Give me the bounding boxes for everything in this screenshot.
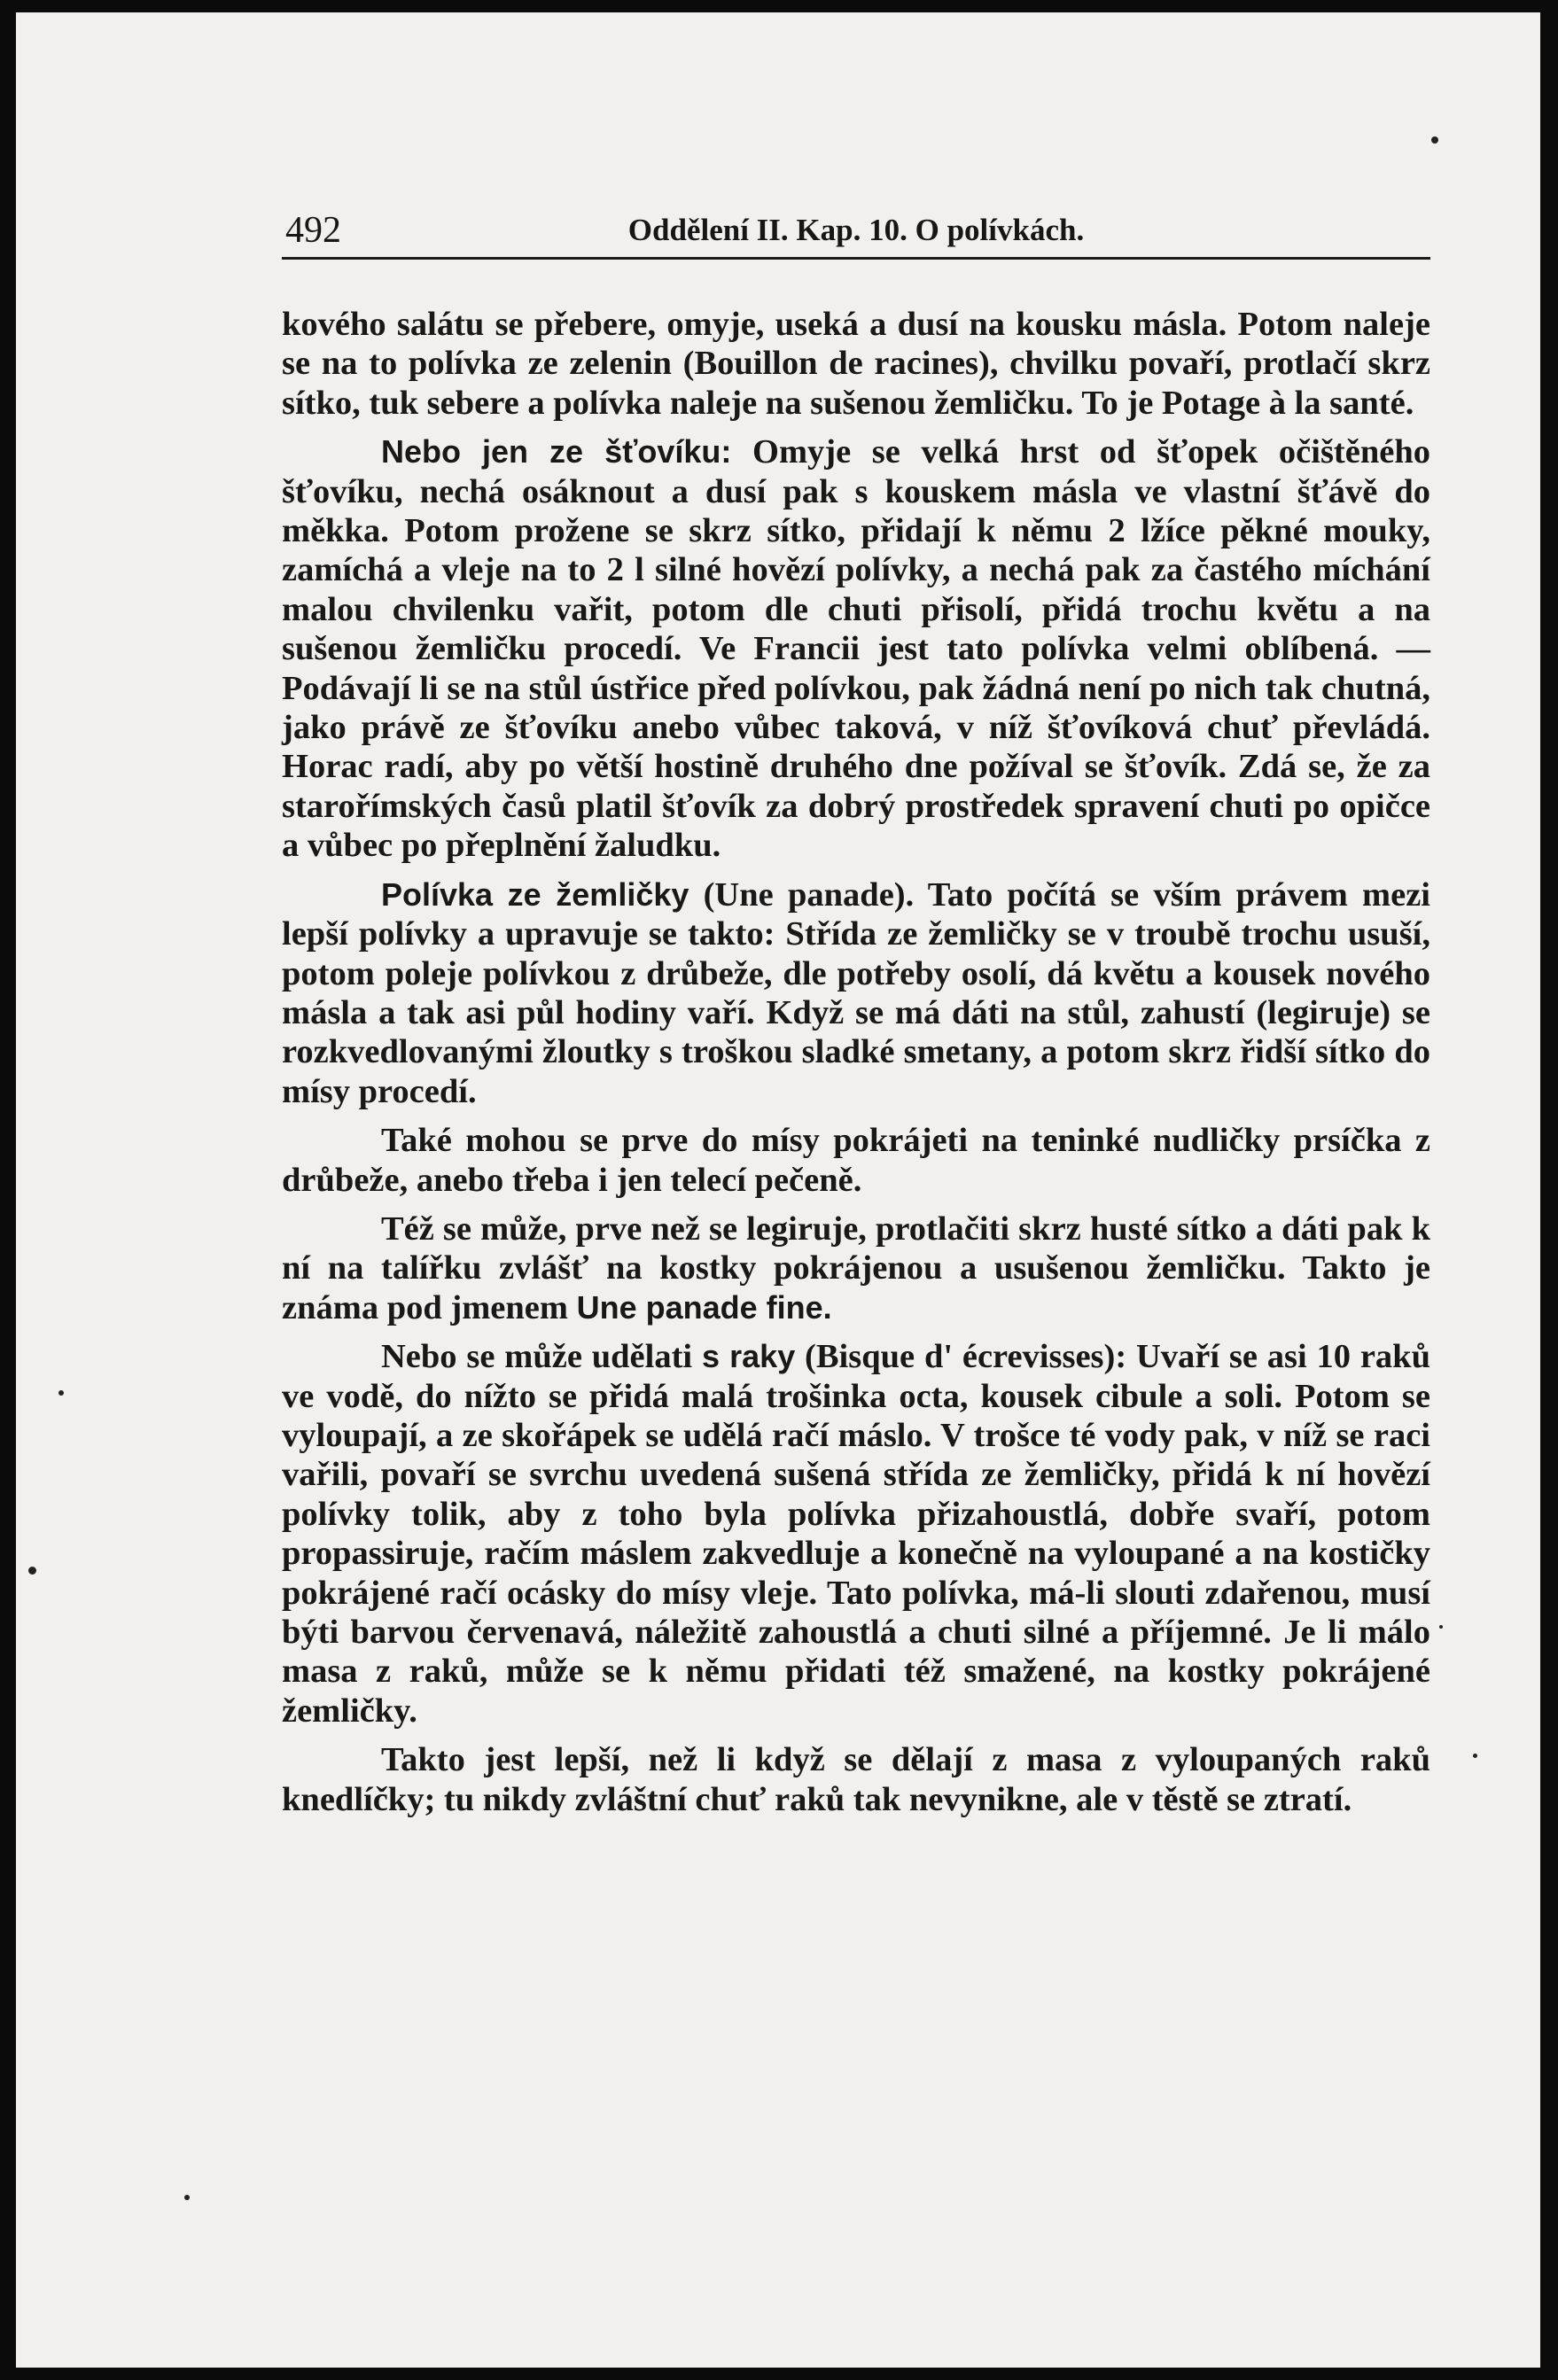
paragraph-drubez: Také mohou se prve do mísy pokrájeti na teninké nudličky prsíčka z drůbeže, anebo třeba i jen telecí pečeně.	[282, 1122, 1430, 1199]
paragraph-continuation: kového salátu se přebere, omyje, useká a dusí na kousku másla. Potom naleje se na to polívka ze zelenin (Bouillon de racines), chvilku povaří, protlačí skrz sítko, tuk sebere a polívka naleje na sušenou žemličku. To je Potage à la santé.	[282, 306, 1430, 422]
page-body	[282, 305, 1430, 1829]
running-title: Oddělení II. Kap. 10. O polívkách.	[627, 213, 1085, 247]
paragraph-lead: Nebo jen ze šťovíku:	[381, 433, 732, 471]
page-number: 492	[285, 210, 341, 251]
paragraph-stovik: Nebo jen ze šťovíku: Omyje se velká hrst od šťopek očištěného šťovíku, nechá osáknout a dusí pak s kouskem másla ve vlastní šťávě do měkka. Potom prožene se skrz sítko, přidají k němu 2 lžíce pěkné mouky, zamíchá a vleje na to 2 l silné hovězí polívky, a nechá pak za častého míchání malou chvilenku vařit, potom dle chuti přisolí, přidá trochu květu a na sušenou žemličku procedí. Ve Francii jest tato polívka velmi oblíbená. — Podávají li se na stůl ústřice před polívkou, pak žádná není po nich tak chutná, jako právě ze šťovíku anebo vůbec taková, v níž šťovíková chuť převládá. Horac radí, aby po větší hostině druhého dne požíval se šťovík. Zdá se, že za starořímských časů platil šťovík za dobrý prostředek spravení chuti po opičce a vůbec po přeplnění žaludku.	[282, 433, 1430, 865]
panade-fine-term: Une panade fine.	[576, 1288, 832, 1326]
paragraph-knedlicky: Takto jest lepší, než li když se dělají z masa z vyloupaných raků knedlíčky; tu nikdy zvláštní chuť raků tak nevynikne, ale v těstě se ztratí.	[282, 1741, 1430, 1818]
paragraph-zemlicka: Polívka ze žemličky (Une panade). Tato počítá se vším právem mezi lepší polívky a upravuje se takto: Střída ze žemličky se v troubě trochu usuší, potom poleje polívkou z drůbeže, dle potřeby osolí, dá květu a kousek nového másla a tak asi půl hodiny vaří. Když se má dáti na stůl, zahustí (legiruje) se rozkvedlovanými žloutky s troškou sladké smetany, a potom skrz řidší sítko do mísy procedí.	[282, 875, 1430, 1110]
paragraph-lead: Polívka ze žemličky	[381, 875, 689, 913]
book-page	[16, 12, 1540, 2368]
raky-term: s raky	[701, 1338, 796, 1375]
paragraph-raky: Nebo se může udělati s raky (Bisque d' écrevisses): Uvaří se asi 10 raků ve vodě, do nížto se přidá malá trošinka octa, kousek cibule a soli. Potom se vyloupají, a ze skořápek se udělá račí máslo. V trošce té vody pak, v níž se raci vařili, povaří se svrchu uvedená sušená střída ze žemličky, přidá k ní hovězí polívky tolik, aby z toho byla polívka přizahoustlá, dobře svaří, potom propassiruje, račím máslem zakvedluje a konečně na vyloupané a na kostičky pokrájené račí ocásky do mísy vleje. Tato polívka, má-li slouti zdařenou, musí býti barvou červenavá, náležitě zahoustlá a chuti silné a příjemné. Je li málo masa z raků, může se k němu přidati též smažené, na kostky pokrájené žemličky.	[282, 1338, 1430, 1730]
page-header	[282, 209, 1430, 260]
paragraph-panade-fine: Též se může, prve než se legiruje, protlačiti skrz husté sítko a dáti pak k ní na talířku zvlášť na kostky pokrájenou a usušenou žemličku. Takto je známa pod jmenem Une panade fine.	[282, 1209, 1430, 1326]
